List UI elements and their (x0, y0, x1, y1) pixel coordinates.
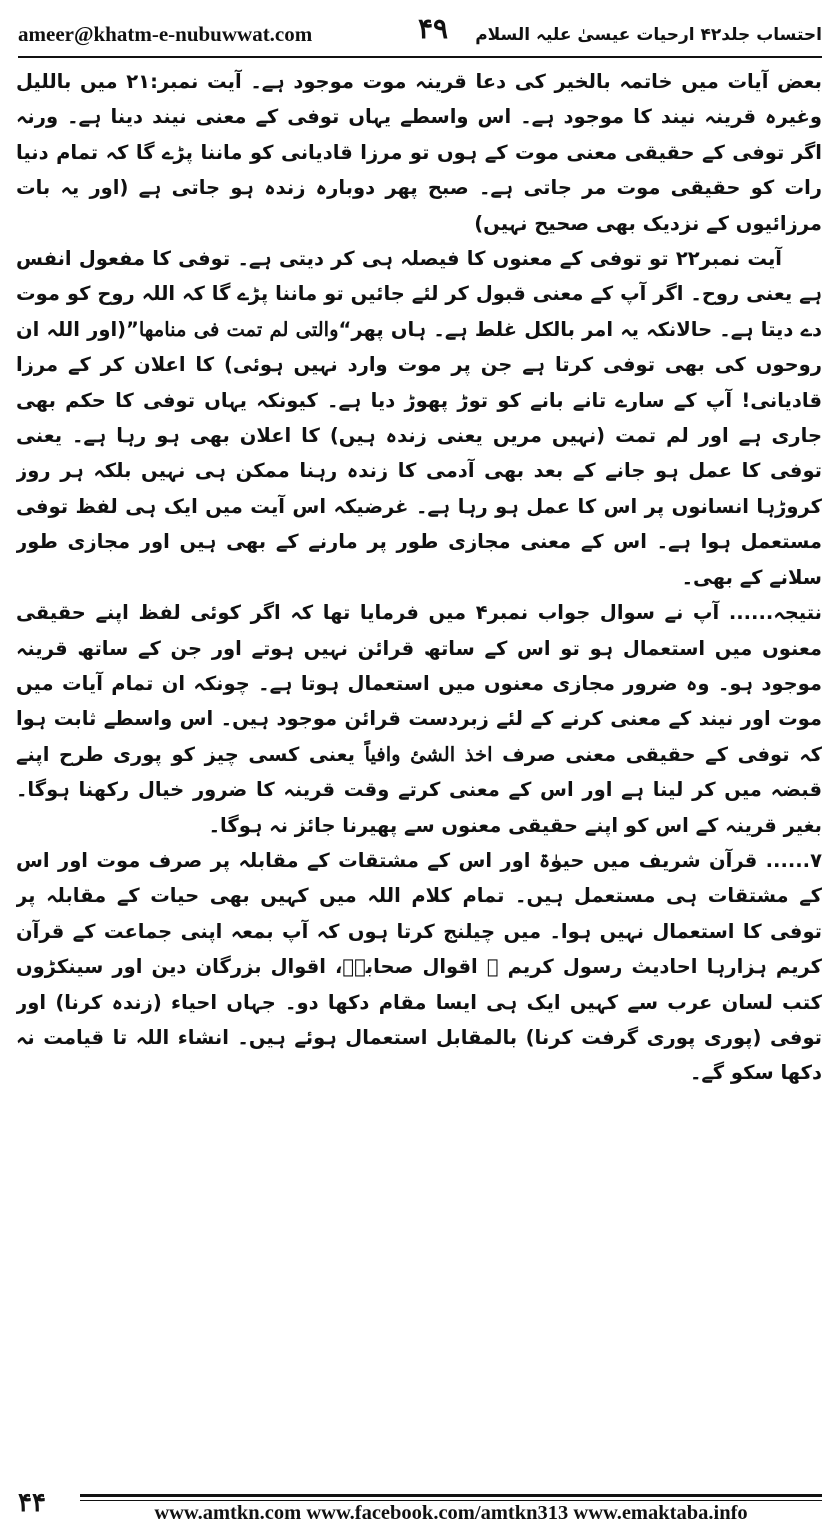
header-email[interactable]: ameer@khatm-e-nubuwwat.com (18, 21, 313, 46)
page-header (18, 12, 822, 52)
footer-divider-thin (80, 1500, 822, 1501)
header-book-title: احتساب جلد۴۲ ارحیات عیسیٰ علیہ السلام (475, 24, 822, 45)
paragraph-3-text-a: نتیجہ...... آپ نے سوال جواب نمبر۴ میں فرمایا تھا کہ اگر کوئی لفظ اپنے حقیقی معنوں میں استعمال ہو تو اس کے ساتھ قرائن نہیں ہوتے اور جن کے ساتھ قرینہ موجود ہو۔ وہ ضرور مجازی معنوں میں استعمال ہوتا ہے۔ چونکہ ان تمام آیات میں موت اور نیند کے معنی کرنے کے لئے زبردست قرائن موجود ہیں۔ اس واسطے ثابت ہوا کہ توفی کے حقیقی معنی صرف (16, 601, 822, 766)
page-body (16, 64, 822, 1444)
footer-links[interactable]: www.amtkn.com www.facebook.com/amtkn313 www.emaktaba.info (154, 1502, 748, 1524)
header-divider (18, 56, 822, 58)
header-page-number: ۴۹ (418, 12, 449, 45)
paragraph-2-text-a: آیت نمبر۲۲ تو توفی کے معنوں کا فیصلہ ہی کر دیتی ہے۔ توفی کا مفعول انفس ہے یعنی روح۔ اگر آپ کے معنی قبول کر لئے جائیں تو ماننا پڑے گا کہ اللہ روح کو موت دے دیتا ہے۔ حالانکہ یہ امر بالکل غلط ہے۔ ہاں پھر“ (16, 247, 822, 341)
paragraph-1: بعض آیات میں خاتمہ بالخیر کی دعا قرینہ موت موجود ہے۔ آیت نمبر:۲۱ میں باللیل وغیرہ قرینہ نیند کا موجود ہے۔ اس واسطے یہاں توفی کے معنی نیند دینا ہے۔ ورنہ اگر توفی کے حقیقی معنی موت کے ہوں تو مرزا قادیانی کو ماننا پڑے گا کہ تمام دنیا رات کو حقیقی موت مر جاتی ہے۔ صبح پھر دوبارہ زندہ ہو جاتی ہے (اور یہ بات مرزائیوں کے نزدیک بھی صحیح نہیں) (16, 70, 822, 235)
footer-page-number: ۴۴ (18, 1488, 46, 1518)
page-footer (18, 1488, 822, 1528)
paragraph-2 (16, 241, 822, 595)
footer-divider-thick (80, 1494, 822, 1497)
paragraph-3-text-b: یعنی کسی چیز کو پوری طرح اپنے قبضہ میں کر لینا ہے اور اس کے معنی کرتے وقت قرینہ کا ضرور خیال رکھنا ہوگا۔ بغیر قرینہ کے اس کو اپنے حقیقی معنوں سے پھیرنا جائز نہ ہوگا۔ (16, 742, 822, 837)
quran-quote: والتی لم تمت فی منامها (138, 317, 339, 341)
paragraph-4-challenge: ۷...... قرآن شریف میں حیوٰۃ اور اس کے مشتقات کے مقابلہ پر صرف موت اور اس کے مشتقات ہی مستعمل ہیں۔ تمام کلام اللہ میں کہیں بھی حیات کے مقابلہ پر توفی کا استعمال نہیں ہوا۔ میں چیلنج کرتا ہوں کہ آپ بمعہ اپنی جماعت کے قرآن کریم ہزارہا احادیث رسول کریم ﷺ اقوال صحابہؓ، اقوال بزرگان دین اور سینکڑوں کتب لسان عرب سے کہیں ایک ہی ایسا مقام دکھا دو۔ جہاں احیاء (زندہ کرنا) اور توفی (پوری پوری گرفت کرنا) بالمقابل استعمال ہوئے ہیں۔ انشاء اللہ تا قیامت نہ دکھا سکو گے۔ (16, 848, 822, 1085)
paragraph-3-conclusion (16, 595, 822, 843)
arabic-definition: اخذ الشئ وافیاً (364, 742, 493, 766)
paragraph-2-text-b: ”(اور اللہ ان روحوں کی بھی توفی کرتا ہے جن پر موت وارد نہیں ہوئی) کا اعلان کر کے مرزا قادیانی! آپ کے سارے تانے بانے کو توڑ پھوڑ دیا ہے۔ کیونکہ یہاں توفی کا حکم بھی جاری ہے اور لم تمت (نہیں مریں یعنی زندہ ہیں) کا اعلان بھی ہو رہا ہے۔ یعنی توفی کا عمل ہو جانے کے بعد بھی آدمی کا زندہ رہنا ممکن ہی نہیں بلکہ ہر روز کروڑہا انسانوں پر اس کا عمل ہو رہا ہے۔ غرضیکہ اس آیت میں ایک ہی لفظ توفی مستعمل ہوا ہے۔ اس کے معنی مجازی طور پر مارنے کے بھی ہیں اور مجازی طور سلانے کے بھی۔ (16, 317, 822, 589)
